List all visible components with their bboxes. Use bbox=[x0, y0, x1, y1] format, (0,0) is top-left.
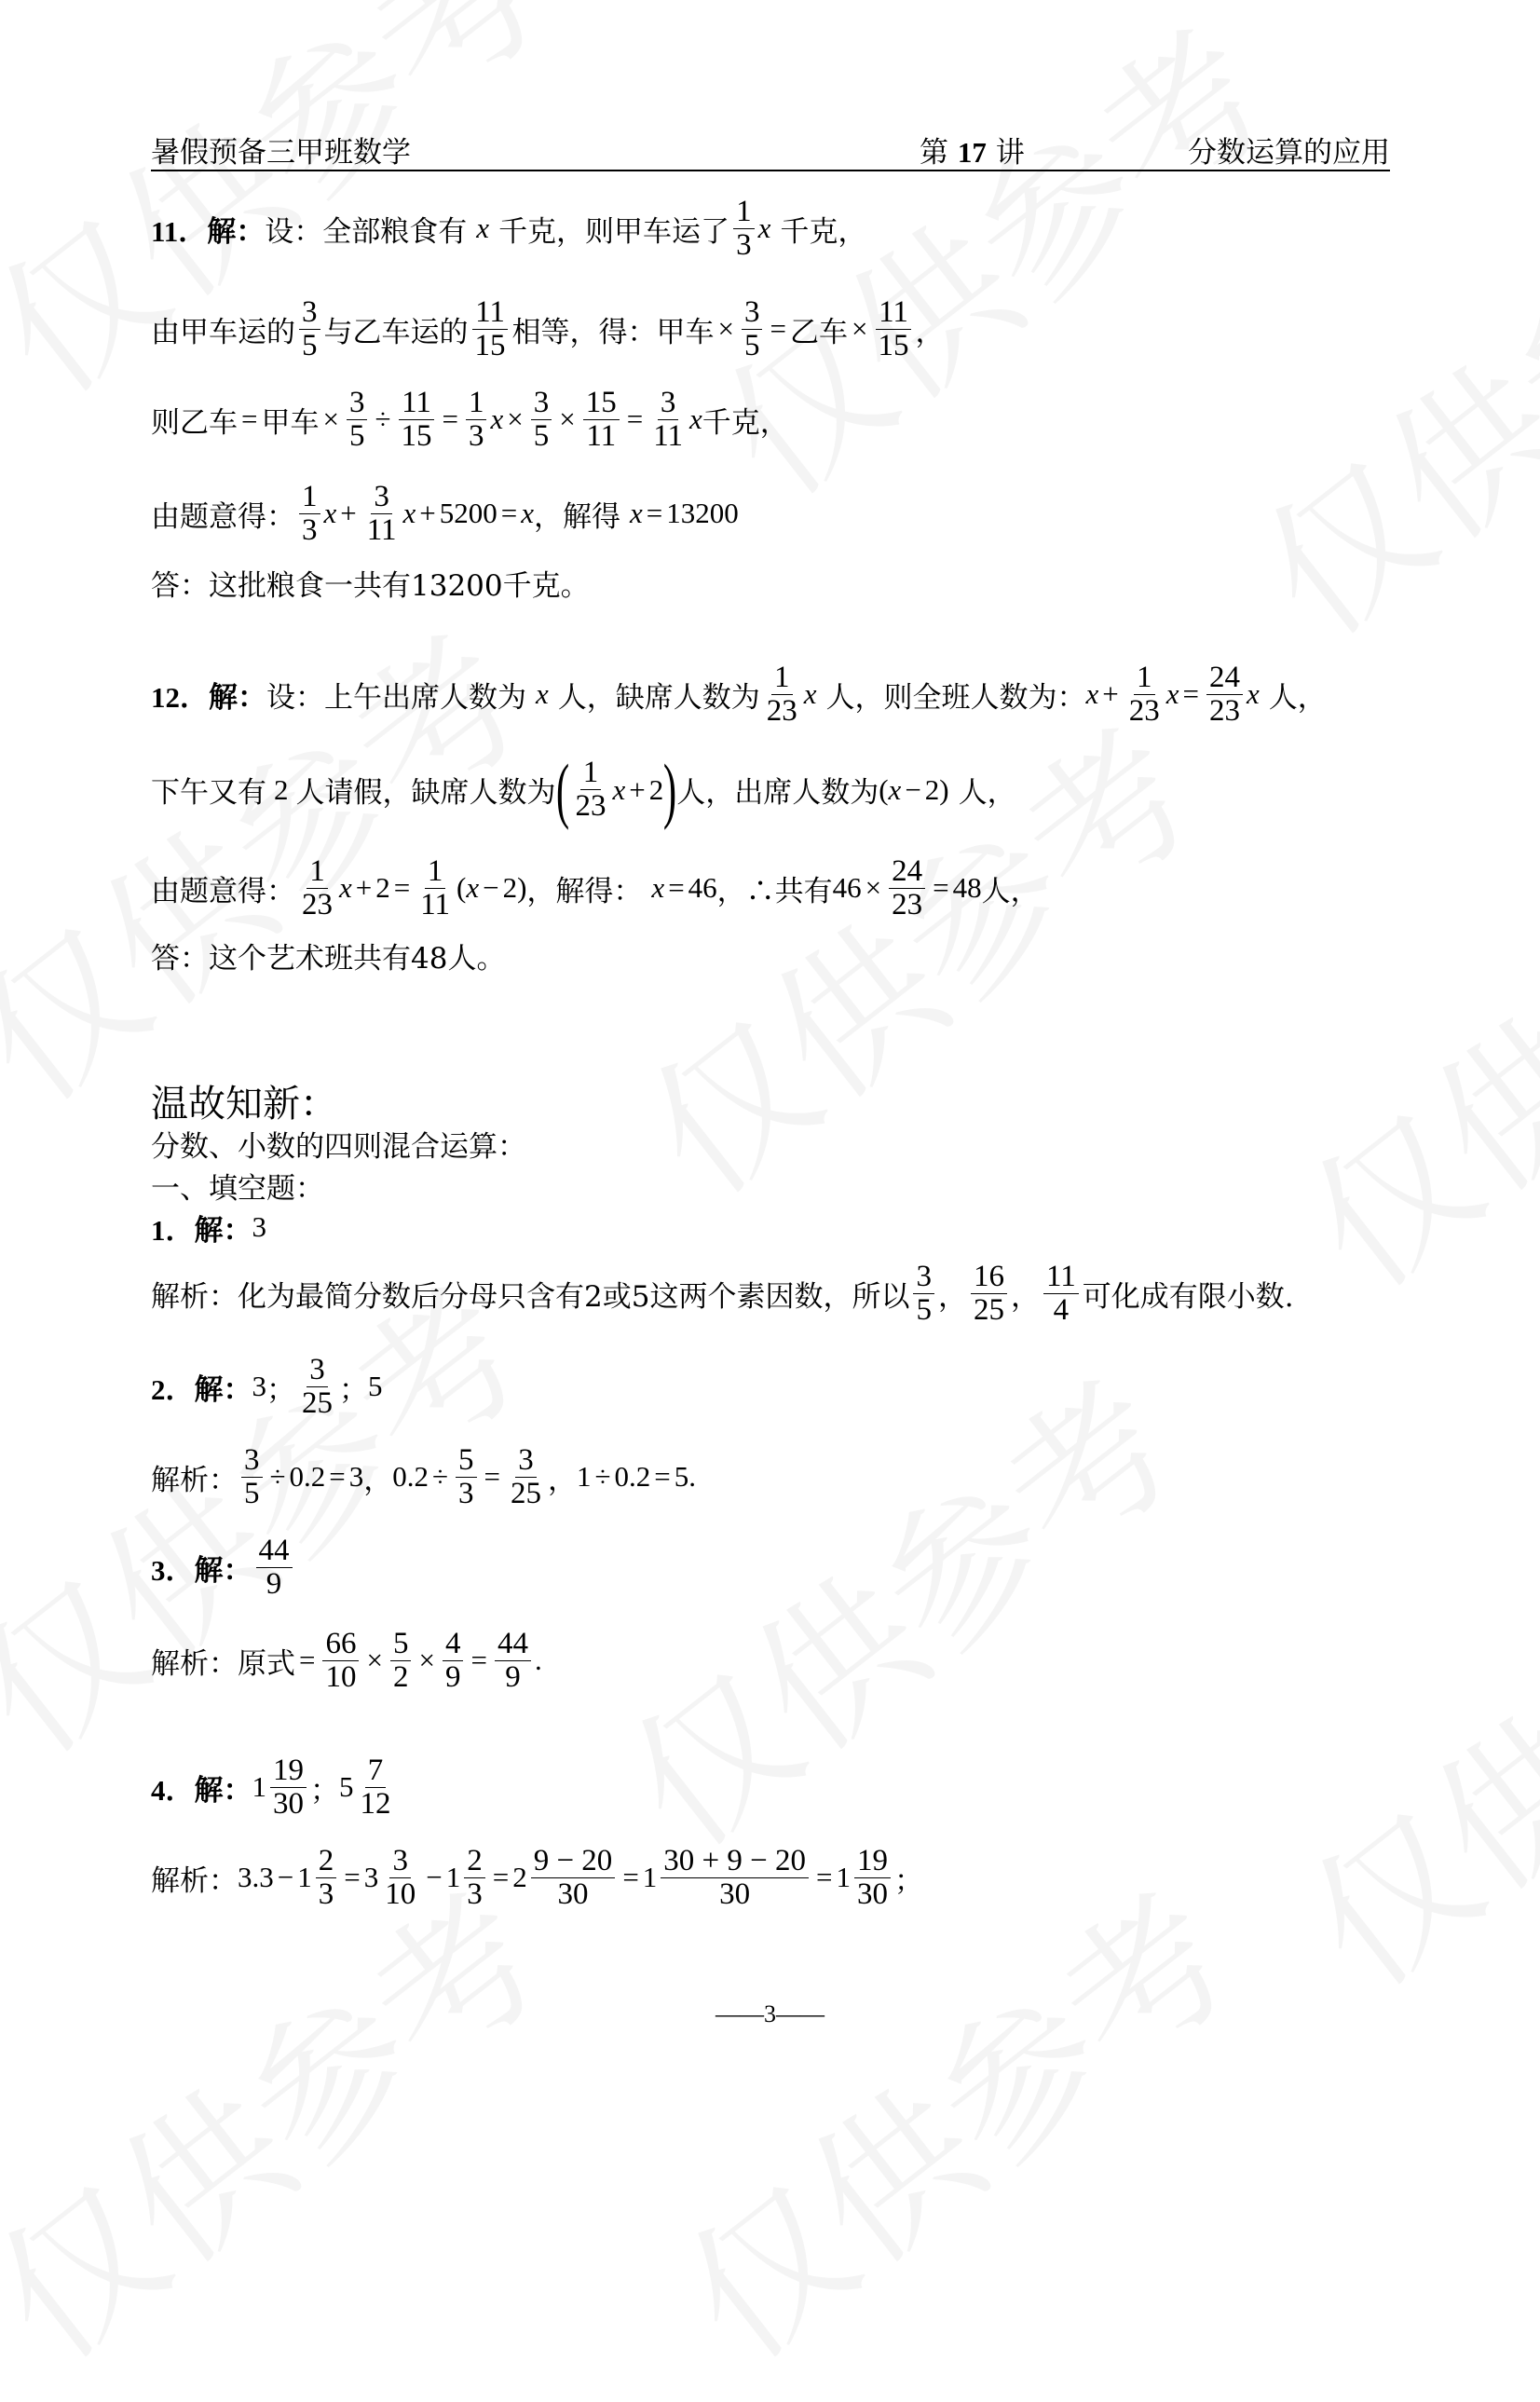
p12-line-2: 下午又有 2 人请假，缺席人数为 ( $\frac{1}{23}$ x + 2 ) 人，出席人数为 ( x − 2 ) 人， bbox=[151, 748, 1016, 830]
fraction: $\frac{1}{11}$ bbox=[420, 853, 451, 921]
q1-answer bbox=[151, 1207, 266, 1248]
p11-line-4: 由题意得： $\frac{1}{3}$ x + $\frac{3}{11}$ x + 5200 = x ，解得 x = 13200 bbox=[151, 479, 739, 547]
text: 千克，则甲车运了 bbox=[498, 214, 730, 249]
text: 乙车 bbox=[789, 315, 848, 349]
number: 2 bbox=[512, 1861, 527, 1893]
number: 5 bbox=[674, 1460, 689, 1493]
fraction: $\frac{1}{3}$ bbox=[299, 481, 320, 546]
text: 设：全部粮食有 bbox=[265, 214, 468, 249]
fraction: $\frac{11}{15}$ bbox=[875, 296, 911, 362]
problem-number: 2． bbox=[151, 1372, 195, 1406]
number: 0.2 bbox=[392, 1460, 429, 1493]
text: 人，缺席人数为 bbox=[557, 680, 760, 715]
section-subtitle: 分数、小数的四则混合运算： bbox=[151, 1129, 526, 1164]
p12-answer: 答：这个艺术班共有48人。 bbox=[151, 941, 506, 976]
number: 3.3 bbox=[238, 1861, 274, 1893]
text: ，解得 bbox=[534, 499, 621, 534]
watermark-text bbox=[1255, 761, 1540, 1331]
text: 人请假，缺席人数为 bbox=[295, 776, 556, 810]
number: 1 bbox=[836, 1861, 852, 1893]
number: 0.2 bbox=[614, 1460, 651, 1493]
number: 3 bbox=[348, 1460, 364, 1493]
fraction: $\frac{3}{5}$ bbox=[742, 296, 763, 362]
number: 0.2 bbox=[289, 1460, 326, 1493]
watermark-text bbox=[1255, 1460, 1540, 2030]
solution-label: 解： bbox=[194, 1372, 252, 1407]
lecture-suffix: 讲 bbox=[995, 136, 1025, 170]
fraction: $\frac{1}{3}$ bbox=[733, 196, 755, 261]
fraction: $\frac{1}{23}$ bbox=[575, 756, 606, 823]
fraction: $\frac{1}{3}$ bbox=[466, 387, 487, 452]
text: 千克， bbox=[702, 405, 789, 440]
problem-number: 4． bbox=[151, 1773, 195, 1807]
text: 相等，得：甲车 bbox=[511, 315, 715, 349]
fraction: $\frac{2}{3}$ bbox=[316, 1845, 337, 1910]
problem-number: 12． bbox=[151, 680, 209, 714]
fraction: $\frac{11}{15}$ bbox=[398, 387, 434, 452]
fraction: $\frac{16}{25}$ bbox=[971, 1261, 1007, 1326]
number: 5 bbox=[339, 1770, 354, 1803]
fraction: $\frac{7}{12}$ bbox=[360, 1753, 391, 1821]
text: 与乙车运的 bbox=[323, 315, 469, 349]
text: 人， bbox=[981, 874, 1040, 908]
page-number: ——3—— bbox=[715, 2000, 825, 2027]
text: 人， bbox=[1268, 680, 1327, 715]
problem-number: 11． bbox=[151, 214, 208, 248]
p11-line-1: 11． 解： 设：全部粮食有 x 千克，则甲车运了 $\frac{1}{3}$ x 千克， bbox=[151, 194, 867, 262]
q1-explanation: 解析：化为最简分数后分母只含有2或5这两个素因数，所以 $\frac{3}{5}$ ， $\frac{16}{25}$ ， $\frac{11}{4}$ 可化成有限小数. bbox=[151, 1259, 1294, 1327]
fraction: $\frac{5}{3}$ bbox=[456, 1444, 477, 1509]
fraction: $\frac{1}{23}$ bbox=[302, 853, 333, 921]
p11-line-2: 由甲车运的 $\frac{3}{5}$ 与乙车运的 $\frac{11}{15}$ 相等，得：甲车 × $\frac{3}{5}$ = 乙车 × $\frac{11}{15}$ ， bbox=[151, 294, 945, 362]
number: 48 bbox=[952, 871, 982, 904]
fraction: $\frac{19}{30}$ bbox=[854, 1845, 891, 1910]
q2-explanation: 解析： $\frac{3}{5}$ ÷ 0.2 = 3 ， 0.2 ÷ $\frac{5}{3}$ = $\frac{3}{25}$ ， 1 ÷ 0.2 = 5 . bbox=[151, 1442, 696, 1510]
fraction: $\frac{3}{5}$ bbox=[347, 387, 368, 452]
text: ，∴共有 bbox=[716, 874, 833, 908]
text: ，解得： bbox=[526, 874, 643, 908]
text: 可化成有限小数. bbox=[1082, 1279, 1294, 1314]
number: 1 bbox=[577, 1460, 592, 1493]
problem-number: 3． bbox=[151, 1553, 195, 1587]
fraction: $\frac{3}{10}$ bbox=[385, 1843, 416, 1911]
fraction: $\frac{11}{4}$ bbox=[1043, 1261, 1079, 1326]
solution-label: 解： bbox=[194, 1213, 252, 1248]
q3-explanation: 解析：原式 = $\frac{66}{10}$ × $\frac{5}{2}$ × $\frac{4}{9}$ = $\frac{44}{9}$ . bbox=[151, 1626, 542, 1694]
fraction: $\frac{66}{10}$ bbox=[322, 1628, 359, 1693]
answer-value: 5 bbox=[368, 1370, 383, 1402]
course-title: 暑假预备三甲班数学 bbox=[151, 136, 411, 170]
answer-value: 3 bbox=[252, 1370, 266, 1402]
fraction: $\frac{1}{23}$ bbox=[1128, 660, 1160, 728]
p11-answer: 答：这批粮食一共有13200千克。 bbox=[151, 568, 590, 603]
number: 5200 bbox=[439, 497, 497, 529]
solution-label: 解： bbox=[207, 214, 266, 249]
text: 下午又有 bbox=[151, 776, 266, 810]
p12-line-3: 由题意得： $\frac{1}{23}$ x + 2 = $\frac{1}{11}$ ( x − 2 ) ，解得： x = 46 ，∴共有 46 × $\frac{24}{23}$ = 48 人， bbox=[151, 853, 1040, 921]
section-title: 温故知新： bbox=[151, 1083, 337, 1126]
fraction: $\frac{5}{2}$ bbox=[390, 1628, 412, 1693]
answer-value: 3 bbox=[252, 1210, 266, 1243]
fraction: $\frac{3}{5}$ bbox=[913, 1261, 934, 1326]
q4-answer: 4． 解： 1 $\frac{19}{30}$ ； 5 $\frac{7}{12}$ bbox=[151, 1745, 398, 1829]
fraction: $\frac{2}{3}$ bbox=[464, 1845, 485, 1910]
text: 甲车 bbox=[261, 405, 320, 440]
watermark-text bbox=[1208, 109, 1540, 679]
number: 46 bbox=[688, 871, 717, 904]
fraction: $\frac{19}{30}$ bbox=[270, 1754, 307, 1820]
fraction: $\frac{4}{9}$ bbox=[443, 1628, 464, 1693]
text: 人，出席人数为 bbox=[676, 776, 879, 810]
q4-explanation: 解析： 3.3 − 1 $\frac{2}{3}$ = 3 $\frac{3}{10}$ − 1 $\frac{2}{3}$ = 2 $\frac{9 - 20}{30}$ = 1 $\frac{30 + 9 - 20}{30}$ = 1 $\frac{19}{30}$ ； bbox=[151, 1843, 924, 1911]
fraction: $\frac{9 - 20}{30}$ bbox=[531, 1845, 616, 1910]
q2-answer: 2． 解： 3 ； $\frac{3}{25}$ ； 5 bbox=[151, 1352, 383, 1420]
fraction: $\frac{3}{25}$ bbox=[511, 1442, 541, 1510]
number: 3 bbox=[363, 1861, 379, 1893]
solution-label: 解： bbox=[209, 680, 266, 715]
fraction: $\frac{3}{5}$ bbox=[531, 387, 552, 452]
text: 设：上午出席人数为 bbox=[266, 680, 526, 715]
lecture-number: 17 bbox=[957, 136, 987, 169]
fraction: $\frac{3}{25}$ bbox=[302, 1352, 333, 1420]
lecture-label bbox=[920, 129, 1025, 171]
problem-number: 1． bbox=[151, 1213, 195, 1247]
text: 由甲车运的 bbox=[151, 315, 295, 349]
fraction: $\frac{44}{9}$ bbox=[495, 1628, 531, 1693]
text: 千克， bbox=[780, 214, 867, 249]
solution-label: 解： bbox=[194, 1773, 252, 1808]
fraction: $\frac{11}{15}$ bbox=[472, 296, 509, 362]
watermark-text bbox=[575, 1320, 1215, 1890]
lecture-prefix: 第 bbox=[920, 136, 948, 170]
fraction: $\frac{24}{23}$ bbox=[889, 855, 925, 921]
fraction: $\frac{30 + 9 - 20}{30}$ bbox=[661, 1845, 809, 1910]
text: 人，则全班人数为： bbox=[825, 680, 1086, 715]
text: 解析： bbox=[151, 1463, 238, 1497]
text: 解析： bbox=[151, 1863, 238, 1898]
text: 由题意得： bbox=[151, 874, 295, 908]
q3-answer bbox=[151, 1525, 296, 1609]
number: 1 bbox=[252, 1770, 266, 1803]
fraction: $\frac{15}{11}$ bbox=[583, 387, 620, 452]
p11-line-3: 则乙车 = 甲车 × $\frac{3}{5}$ ÷ $\frac{11}{15}$ = $\frac{1}{3}$ x × $\frac{3}{5}$ × $\frac{15}{11}$ = $\frac{3}{11}$ x 千克， bbox=[151, 385, 789, 453]
number: 1 bbox=[642, 1861, 658, 1893]
topic-title: 分数运算的应用 bbox=[1188, 136, 1390, 170]
text: 解析：化为最简分数后分母只含有2或5这两个素因数，所以 bbox=[151, 1279, 910, 1314]
solution-label: 解： bbox=[194, 1553, 252, 1588]
number: 1 bbox=[297, 1861, 312, 1893]
fraction: $\frac{3}{11}$ bbox=[653, 385, 683, 453]
fraction: $\frac{3}{5}$ bbox=[241, 1444, 263, 1509]
number: 1 bbox=[445, 1861, 461, 1893]
page-header bbox=[151, 127, 1390, 171]
fraction: $\frac{1}{23}$ bbox=[766, 660, 797, 728]
text: 则乙车 bbox=[151, 405, 238, 440]
number: 13200 bbox=[666, 497, 739, 529]
text: 人， bbox=[958, 776, 1016, 810]
fraction: $\frac{44}{9}$ bbox=[256, 1535, 293, 1600]
p12-line-1: 12． 解： 设：上午出席人数为 x 人，缺席人数为 $\frac{1}{23}$ x 人，则全班人数为： x + $\frac{1}{23}$ x = $\frac{24}{23}$ x 人， bbox=[151, 660, 1327, 728]
text: 由题意得： bbox=[151, 499, 295, 534]
part-title: 一、填空题： bbox=[151, 1171, 324, 1206]
fraction: $\frac{24}{23}$ bbox=[1206, 662, 1243, 727]
fraction: $\frac{3}{11}$ bbox=[366, 479, 397, 547]
text: 解析：原式 bbox=[151, 1646, 295, 1681]
fraction: $\frac{3}{5}$ bbox=[299, 296, 320, 362]
